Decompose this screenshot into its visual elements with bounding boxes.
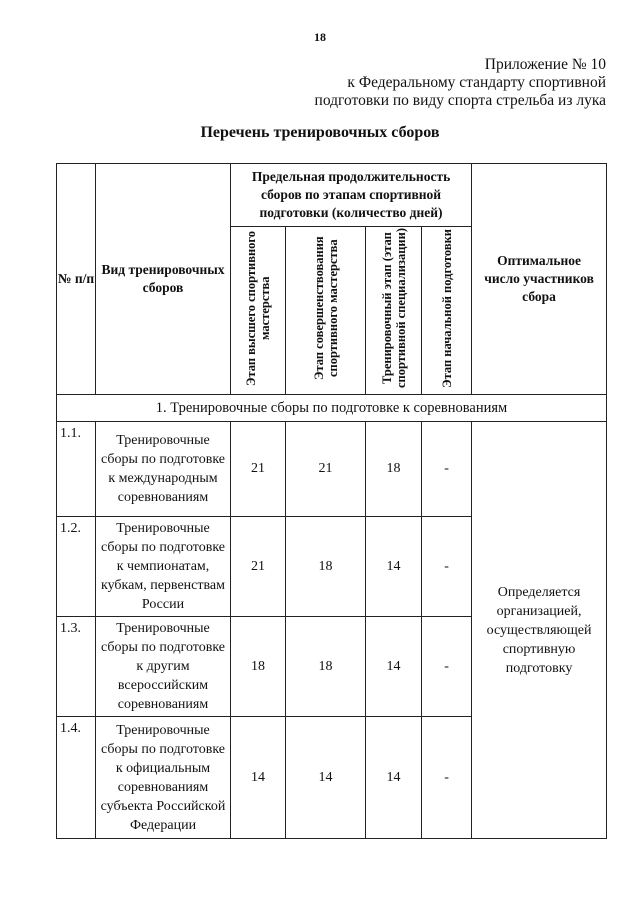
value-stage-1: 14 <box>231 717 286 839</box>
header-optimal: Оптимальное число участников сбора <box>472 164 607 395</box>
header-stage-3: Тренировочный этап (этап спортивной специализации) <box>366 227 422 395</box>
appendix-line-2: к Федеральному стандарту спортивной <box>347 74 606 91</box>
value-stage-3: 14 <box>366 517 422 617</box>
value-stage-1: 18 <box>231 617 286 717</box>
value-stage-3: 18 <box>366 422 422 517</box>
table-row <box>57 422 607 517</box>
value-stage-2: 21 <box>286 422 366 517</box>
header-duration: Предельная продолжительность сборов по этапам спортивной подготовки (количество дней) <box>231 164 472 227</box>
value-stage-4: - <box>422 617 472 717</box>
appendix-heading <box>315 56 606 110</box>
value-stage-2: 18 <box>286 617 366 717</box>
camp-name: Тренировочные сборы по подготовке к международным соревнованиям <box>96 422 231 517</box>
optimal-participants: Определяется организацией, осуществляющей спортивную подготовку <box>472 422 607 839</box>
document-title: Перечень тренировочных сборов <box>200 124 440 141</box>
section-row <box>57 395 607 422</box>
row-number: 1.2. <box>57 517 96 617</box>
camp-name: Тренировочные сборы по подготовке к другим всероссийским соревнованиям <box>96 617 231 717</box>
row-number: 1.4. <box>57 717 96 839</box>
header-camp-type: Вид тренировочных сборов <box>96 164 231 395</box>
value-stage-1: 21 <box>231 517 286 617</box>
row-number: 1.3. <box>57 617 96 717</box>
header-stage-1: Этап высшего спортивного мастерства <box>231 227 286 395</box>
value-stage-3: 14 <box>366 617 422 717</box>
camp-name: Тренировочные сборы по подготовке к чемпионатам, кубкам, первенствам России <box>96 517 231 617</box>
header-row-1 <box>57 164 607 227</box>
appendix-line-3: подготовки по виду спорта стрельба из лука <box>314 92 606 109</box>
training-camps-table <box>56 163 607 839</box>
section-heading: 1. Тренировочные сборы по подготовке к соревнованиям <box>57 395 607 422</box>
value-stage-2: 18 <box>286 517 366 617</box>
value-stage-4: - <box>422 717 472 839</box>
header-stage-4: Этап начальной подготовки <box>422 227 472 395</box>
camp-name: Тренировочные сборы по подготовке к официальным соревнованиям субъекта Российской Федерации <box>96 717 231 839</box>
value-stage-2: 14 <box>286 717 366 839</box>
value-stage-3: 14 <box>366 717 422 839</box>
header-stage-2: Этап совершенствования спортивного мастерства <box>286 227 366 395</box>
value-stage-4: - <box>422 422 472 517</box>
value-stage-4: - <box>422 517 472 617</box>
header-num: № п/п <box>57 164 96 395</box>
row-number: 1.1. <box>57 422 96 517</box>
page-number: 18 <box>314 30 326 44</box>
appendix-line-1: Приложение № 10 <box>484 56 606 73</box>
value-stage-1: 21 <box>231 422 286 517</box>
